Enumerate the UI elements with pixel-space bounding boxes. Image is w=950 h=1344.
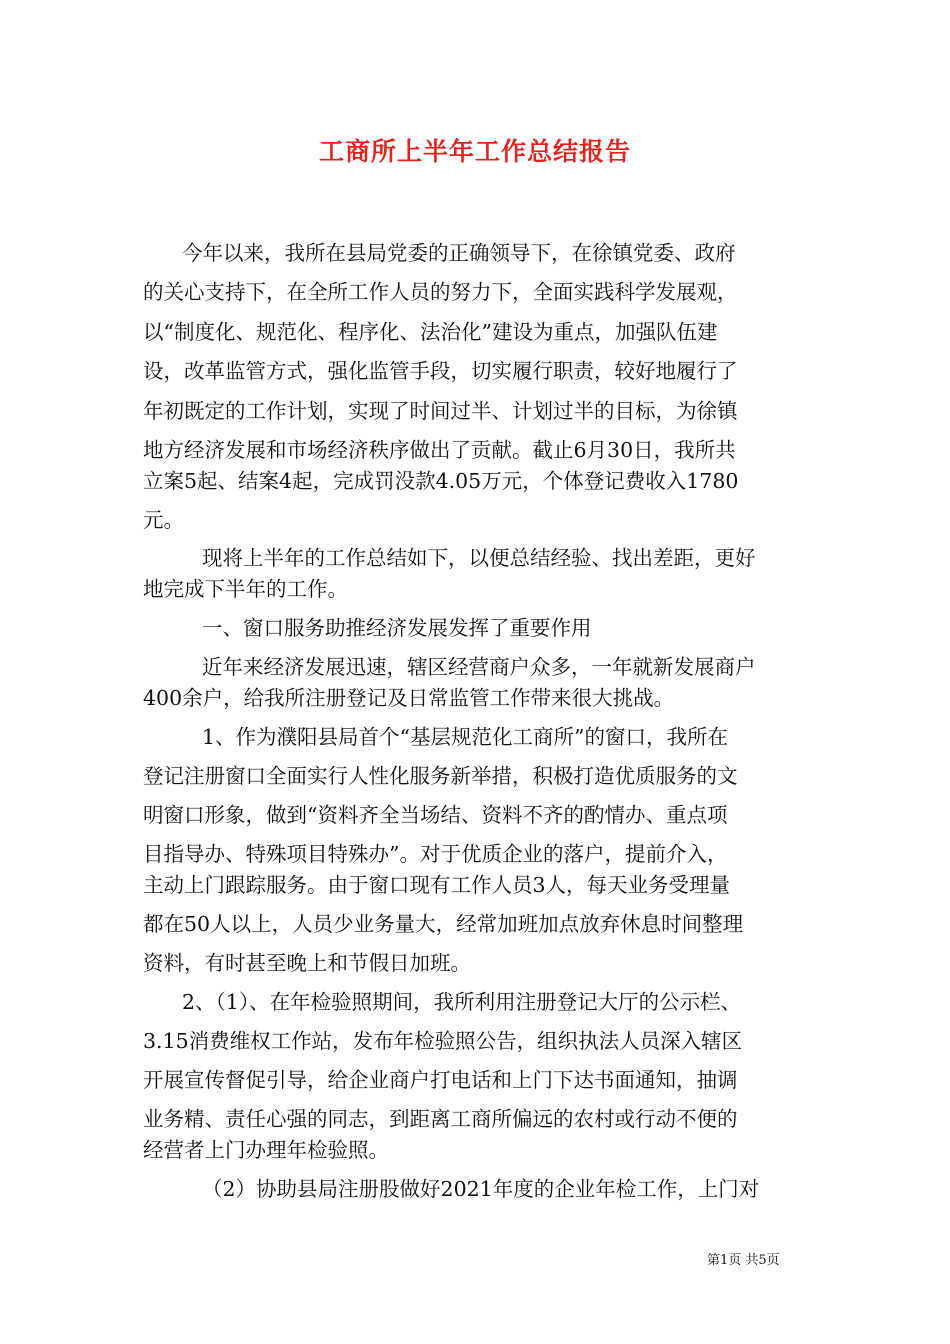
section-heading: 一、窗口服务助推经济发展发挥了重要作用 <box>202 616 592 640</box>
body-line: 主动上门跟踪服务。由于窗口现有工作人员3人，每天业务受理量 <box>143 873 731 897</box>
body-line: 都在50人以上，人员少业务量大，经常加班加点放弃休息时间整理 <box>143 912 744 936</box>
body-line: 设，改革监管方式，强化监管手段，切实履行职责，较好地履行了 <box>143 359 738 383</box>
body-line: 3.15消费维权工作站，发布年检验照公告，组织执法人员深入辖区 <box>143 1029 743 1053</box>
body-line: 业务精、责任心强的同志，到距离工商所偏远的农村或行动不便的 <box>143 1107 738 1131</box>
body-line: 立案5起、结案4起，完成罚没款4.05万元，个体登记费收入1780 <box>143 469 739 493</box>
body-line: 开展宣传督促引导，给企业商户打电话和上门下达书面通知，抽调 <box>143 1068 738 1092</box>
body-line: 400余户，给我所注册登记及日常监管工作带来很大挑战。 <box>143 686 675 710</box>
body-line: 的关心支持下，在全所工作人员的努力下，全面实践科学发展观， <box>143 280 738 304</box>
body-line: 近年来经济发展迅速，辖区经营商户众多，一年就新发展商户 <box>202 655 756 679</box>
body-line: 现将上半年的工作总结如下，以便总结经验、找出差距，更好 <box>202 546 756 570</box>
body-line: 目指导办、特殊项目特殊办”。对于优质企业的落户，提前介入， <box>143 842 728 866</box>
page-number: 第1页 共5页 <box>707 1253 780 1268</box>
body-line: （2）协助县局注册股做好2021年度的企业年检工作，上门对 <box>202 1177 760 1201</box>
body-line: 明窗口形象，做到“资料齐全当场结、资料不齐的酌情办、重点项 <box>143 803 728 827</box>
body-line: 1、作为濮阳县局首个“基层规范化工商所”的窗口，我所在 <box>202 725 729 749</box>
document-title: 工商所上半年工作总结报告 <box>318 137 631 166</box>
body-line: 地完成下半年的工作。 <box>143 577 348 601</box>
body-line: 地方经济发展和市场经济秩序做出了贡献。截止6月30日，我所共 <box>143 438 736 462</box>
body-line: 2、（1）、在年检验照期间，我所利用注册登记大厅的公示栏、 <box>182 990 742 1014</box>
body-line: 资料，有时甚至晚上和节假日加班。 <box>143 951 471 975</box>
body-line: 今年以来，我所在县局党委的正确领导下，在徐镇党委、政府 <box>182 241 736 265</box>
body-line: 以“制度化、规范化、程序化、法治化”建设为重点，加强队伍建 <box>143 320 718 344</box>
body-line: 年初既定的工作计划，实现了时间过半、计划过半的目标，为徐镇 <box>143 399 738 423</box>
body-line: 元。 <box>143 508 184 532</box>
body-line: 经营者上门办理年检验照。 <box>143 1138 389 1162</box>
body-line: 登记注册窗口全面实行人性化服务新举措，积极打造优质服务的文 <box>143 764 738 788</box>
